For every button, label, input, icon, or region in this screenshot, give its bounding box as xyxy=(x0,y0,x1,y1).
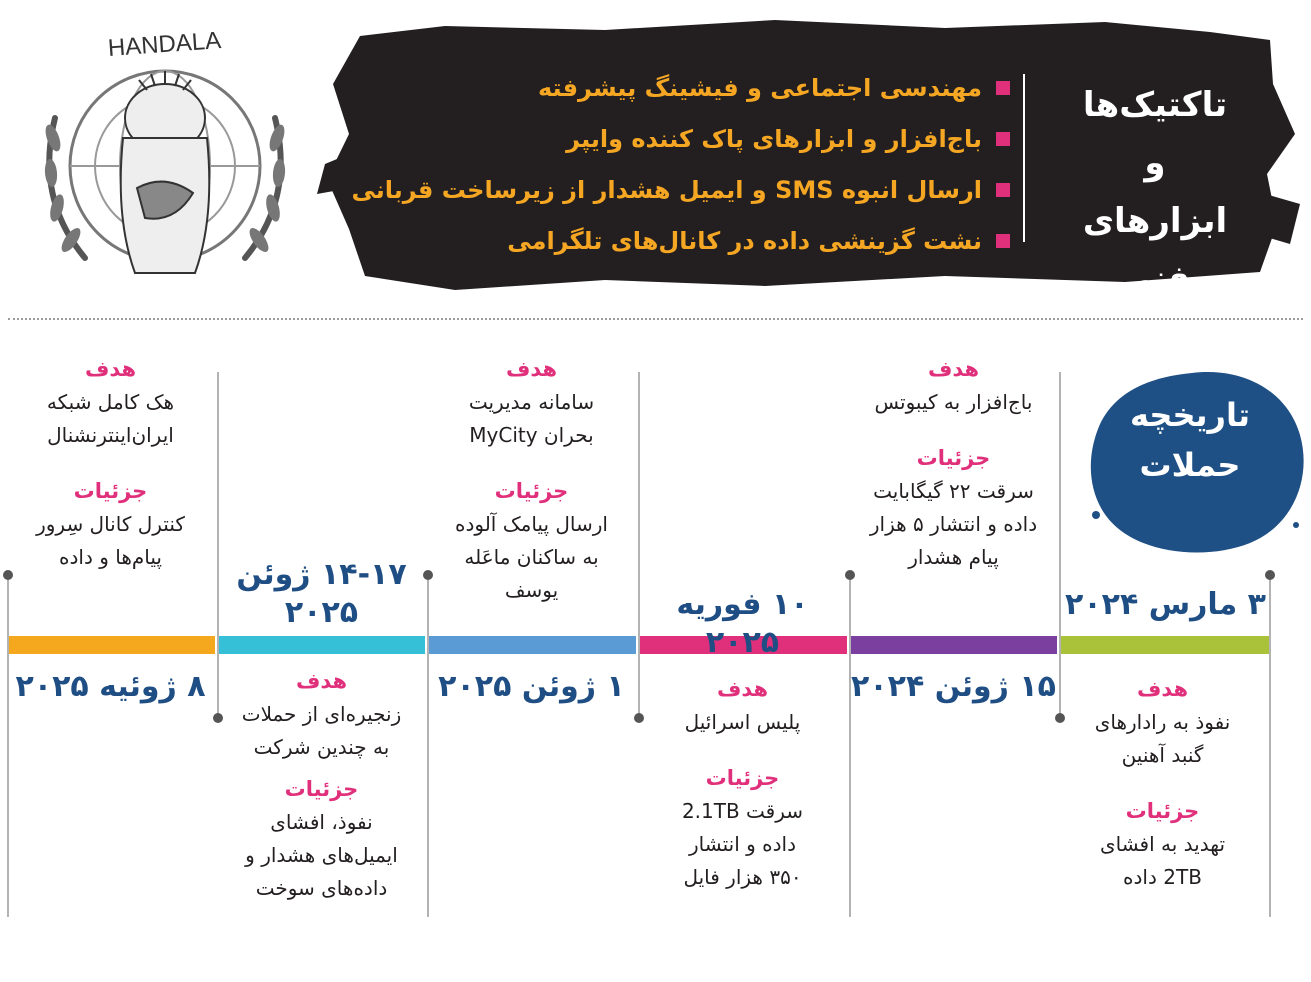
tactic-item xyxy=(345,113,1010,164)
details-label: جزئیات xyxy=(705,766,780,790)
timeline-guide xyxy=(1269,575,1271,917)
event-date: ۱۰ فوریه ۲۰۲۵ xyxy=(676,587,809,660)
details-text: سرقت ۲۲ گیگابایت داده و انتشار ۵ هزار پیام هشدار xyxy=(869,479,1038,569)
timeline-dot xyxy=(1265,570,1275,580)
history-title xyxy=(1090,390,1290,490)
event-info xyxy=(1060,672,1265,894)
tactic-text: باج‌افزار و ابزارهای پاک کننده وایپر xyxy=(566,124,982,153)
bullet-square-icon xyxy=(996,234,1010,248)
event-info xyxy=(851,352,1056,574)
details-text: کنترل کانال سِرور پیام‌ها و داده xyxy=(36,512,185,569)
logo-text: HANDALA xyxy=(106,27,222,62)
details-text: ارسال پیامک آلوده به ساکنان ماعَله یوسف xyxy=(455,512,608,602)
event-date: ۱ ژوئن ۲۰۲۵ xyxy=(438,669,625,704)
tactics-banner xyxy=(305,14,1305,300)
bullet-square-icon xyxy=(996,81,1010,95)
tactic-item xyxy=(345,215,1010,266)
tactic-text: مهندسی اجتماعی و فیشینگ پیشرفته xyxy=(537,73,982,102)
bullet-square-icon xyxy=(996,183,1010,197)
target-text: پلیس اسرائیل xyxy=(684,710,801,734)
target-label: هدف xyxy=(295,669,348,693)
target-text: هک کامل شبکه ایران‌اینترنشنال xyxy=(46,390,175,447)
tactic-item xyxy=(345,62,1010,113)
target-text: باج‌افزار به کیبوتس xyxy=(874,390,1033,414)
event-info xyxy=(219,664,424,905)
history-title-line: تاریخچه xyxy=(1130,396,1250,434)
target-text: سامانه مدیریت بحران MyCity xyxy=(468,390,595,447)
details-text: سرقت 2.1TB داده و انتشار ۳۵۰ هزار فایل xyxy=(681,799,804,889)
handala-logo xyxy=(15,8,315,308)
target-text: زنجیره‌ای از حملات به چندین شرکت xyxy=(241,702,402,759)
tactics-list xyxy=(345,62,1010,266)
event-date: ۱۵ ژوئن ۲۰۲۴ xyxy=(851,669,1056,704)
target-text: نفوذ به رادارهای گنبد آهنین xyxy=(1094,710,1231,767)
event-info xyxy=(8,352,213,574)
target-label: هدف xyxy=(1136,677,1189,701)
event-info xyxy=(640,672,845,894)
history-title-line: حملات xyxy=(1139,446,1241,484)
timeline-segment-2 xyxy=(851,636,1057,654)
event-date: ۳ مارس ۲۰۲۴ xyxy=(1065,587,1266,622)
target-label: هدف xyxy=(84,357,137,381)
target-label: هدف xyxy=(716,677,769,701)
tactic-item xyxy=(345,164,1010,215)
details-label: جزئیات xyxy=(284,777,359,801)
banner-title xyxy=(1045,76,1265,308)
target-label: هدف xyxy=(505,357,558,381)
details-text: تهدید به افشای 2TB داده xyxy=(1099,832,1226,889)
event-date: ۸ ژوئیه ۲۰۲۵ xyxy=(15,669,206,704)
event-info xyxy=(429,352,634,607)
details-text: نفوذ، افشای ایمیل‌های هشدار و داده‌های سوخت xyxy=(245,810,398,900)
details-label: جزئیات xyxy=(1125,799,1200,823)
banner-title-line: تاکتیک‌ها xyxy=(1082,85,1228,125)
timeline-guide xyxy=(427,575,429,917)
timeline-guide xyxy=(849,575,851,917)
target-label: هدف xyxy=(927,357,980,381)
bullet-square-icon xyxy=(996,132,1010,146)
timeline-segment-6 xyxy=(9,636,215,654)
section-divider xyxy=(8,318,1303,320)
timeline-segment-4 xyxy=(429,636,636,654)
tactic-text: ارسال انبوه SMS و ایمیل هشدار از زیرساخت قربانی xyxy=(351,175,982,204)
timeline-segment-1 xyxy=(1061,636,1269,654)
banner-title-line: و xyxy=(1144,143,1166,183)
timeline-guide xyxy=(638,372,640,720)
timeline-segment-5 xyxy=(219,636,425,654)
details-label: جزئیات xyxy=(916,446,991,470)
timeline-guide xyxy=(1059,372,1061,720)
tactic-text: نشت گزینشی داده در کانال‌های تلگرامی xyxy=(507,226,982,255)
timeline-guide xyxy=(7,575,9,917)
details-label: جزئیات xyxy=(494,479,569,503)
banner-divider xyxy=(1023,74,1025,242)
details-label: جزئیات xyxy=(73,479,148,503)
event-date: ۱۴-۱۷ ژوئن ۲۰۲۵ xyxy=(236,557,407,630)
banner-title-line: ابزارهای فنی xyxy=(1082,201,1228,299)
